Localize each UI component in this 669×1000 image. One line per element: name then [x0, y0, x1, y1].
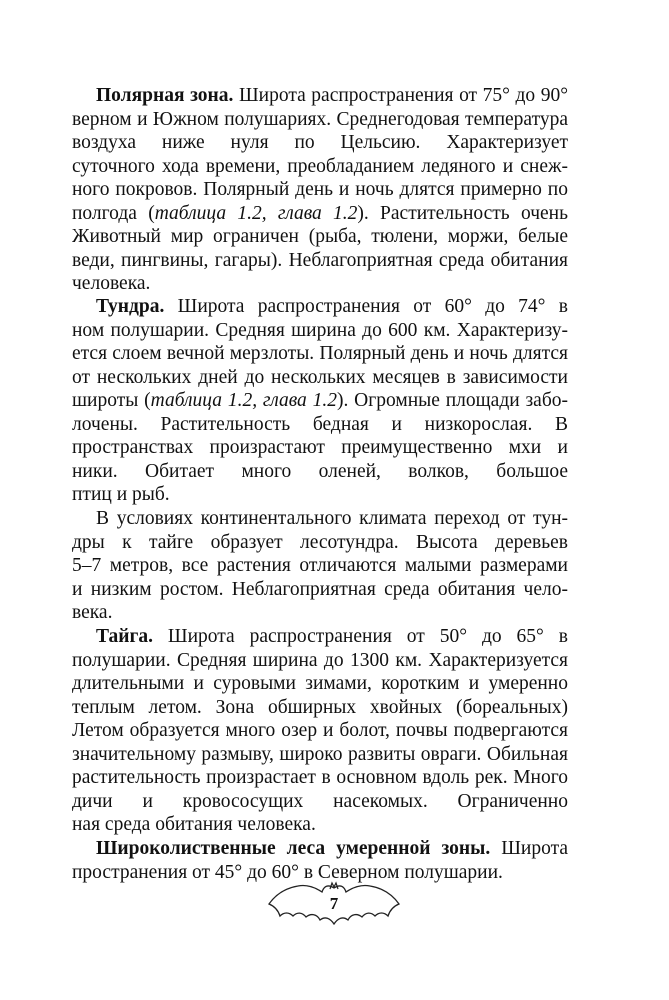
text-line [72, 790, 568, 814]
text-run: веди, пингвины, гагары). Неблагоприятная среда обитания [72, 249, 568, 271]
text-line [72, 131, 568, 155]
text-line [72, 601, 568, 625]
text-run: века. [72, 602, 113, 623]
text-run: дры к тайге образует лесотундра. Высота деревьев [72, 531, 568, 553]
text-line [72, 413, 568, 437]
term-heading: Тундра. [96, 296, 165, 317]
text-run: ном полушарии. Средняя ширина до 600 км. Характеризу- [72, 319, 568, 341]
text-line [72, 178, 568, 202]
text-run: ). Растительность очень [357, 202, 568, 224]
paragraph [72, 837, 568, 884]
text-run: Широта распространения от 75° до 90° [238, 85, 568, 106]
text-line [72, 766, 568, 790]
text-run: суточного хода времени, преобладанием ледяного и снеж- [72, 155, 568, 177]
text-line [72, 389, 568, 413]
text-line [72, 483, 568, 507]
text-run: ная среда обитания человека. [72, 814, 316, 835]
text-line [72, 249, 568, 273]
text-line [72, 649, 568, 673]
text-line [72, 554, 568, 578]
text-line [72, 743, 568, 767]
text-run: Широта распространения от 50° до 65° в [167, 626, 568, 647]
text-run: от нескольких дней до нескольких месяцев в зависимости [72, 366, 568, 388]
text-run: широты ( [72, 390, 151, 411]
text-line [72, 813, 568, 837]
text-line [96, 295, 568, 319]
text-line [72, 202, 568, 226]
text-run: ется слоем вечной мерзлоты. Полярный день и ночь длятся [72, 343, 568, 364]
text-line [72, 272, 568, 296]
text-run: полушарии. Средняя ширина до 1300 км. Характеризуется [72, 649, 568, 671]
text-line [96, 507, 568, 531]
text-line [72, 108, 568, 132]
text-run: лочены. Растительность бедная и низкорослая. В [72, 413, 568, 435]
text-line [72, 578, 568, 602]
text-line [72, 719, 568, 743]
page-number: 7 [329, 894, 339, 913]
text-run: Летом образуется много озер и болот, почвы подвергаются [72, 720, 568, 741]
text-line [72, 531, 568, 555]
text-line [72, 225, 568, 249]
text-line [96, 837, 568, 861]
paragraph [72, 625, 568, 837]
text-run: растительность произрастает в основном вдоль рек. Много [72, 767, 568, 788]
text-run: пространствах произрастают преимущественно мхи и [72, 437, 568, 458]
term-heading: Широколиственные леса умеренной зоны. [96, 838, 491, 859]
paragraph [72, 507, 568, 625]
text-line [72, 672, 568, 696]
text-line [72, 436, 568, 460]
text-line [72, 319, 568, 343]
text-line [72, 696, 568, 720]
text-line [72, 366, 568, 390]
text-run: Широта распространения от 60° до 74° в [177, 296, 568, 317]
text-run: В условиях континентального климата переход от тун- [96, 508, 568, 529]
text-run: полгода ( [72, 202, 155, 224]
paragraph [72, 295, 568, 507]
text-line [96, 84, 568, 108]
text-run: Животный мир ограничен (рыба, тюлени, моржи, белые [72, 226, 568, 247]
text-run: дичи и кровососущих насекомых. Ограниченно [72, 790, 568, 812]
text-run: теплым летом. Зона обширных хвойных (бореальных) [72, 696, 568, 718]
text-run: человека. [72, 273, 151, 294]
text-run: птиц и рыб. [72, 484, 170, 505]
text-run: ). Огромные площади забо- [337, 390, 568, 411]
text-run: верном и Южном полушариях. Среднегодовая температура [72, 108, 568, 130]
term-heading: Тайга. [96, 626, 153, 647]
text-line [72, 342, 568, 366]
text-line [96, 625, 568, 649]
text-run: и низким ростом. Неблагоприятная среда обитания чело- [72, 578, 568, 600]
reference: таблица 1.2, глава 1.2 [154, 202, 358, 224]
paragraph [72, 84, 568, 296]
text-run: длительными и суровыми зимами, коротким и умеренно [72, 673, 568, 694]
text-run: значительному размыву, широко развиты овраги. Обильная [72, 743, 568, 765]
text-line [72, 460, 568, 484]
text-run: пространения от 45° до 60° в Северном полушарии. [72, 861, 503, 883]
page-folio [264, 880, 404, 938]
reference: таблица 1.2, глава 1.2 [150, 390, 337, 411]
text-run: Широта [501, 838, 568, 859]
term-heading: Полярная зона. [96, 85, 234, 106]
text-line [72, 155, 568, 179]
text-run: 5–7 метров, все растения отличаются малыми размерами [72, 555, 568, 576]
text-run: ного покровов. Полярный день и ночь длятся примерно по [72, 179, 568, 200]
text-run: воздуха ниже нуля по Цельсию. Характеризует [72, 132, 568, 153]
text-run: ники. Обитает много оленей, волков, большое [72, 460, 568, 482]
